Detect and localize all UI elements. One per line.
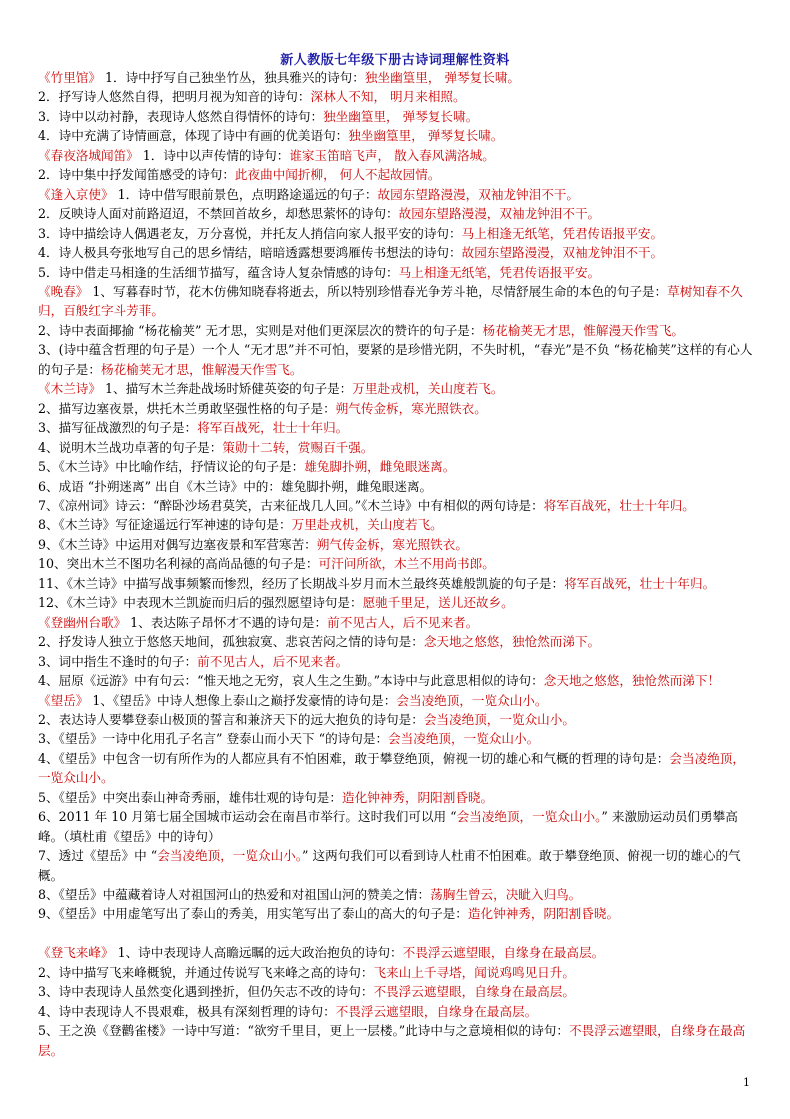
answer-text: 会当凌绝顶，一览众山小。 — [388, 731, 540, 747]
question-line — [38, 438, 756, 457]
question-line — [38, 87, 756, 106]
question-text: 4、《望岳》中包含一切有所作为的人都应具有不怕困难，敢于攀登绝顶，俯视一切的雄心和气概的哲理的诗句是： — [38, 750, 670, 766]
question-text: 1、表达陈子昂怀才不遇的诗句是： — [126, 614, 328, 630]
question-line — [38, 652, 756, 671]
question-line — [38, 263, 756, 282]
answer-text: 造化钟神秀，阴阳割昏晓。 — [467, 906, 620, 922]
question-text: 4、屈原《远游》中有句云：“惟天地之无穷，哀人生之生勤。”本诗中与此意思相似的诗句： — [38, 673, 544, 689]
answer-text: 独坐幽篁里， 弹琴复长啸。 — [323, 108, 479, 124]
blank-line — [38, 924, 756, 943]
poem-title: 《望岳》 — [38, 692, 89, 708]
poem-title: 《木兰诗》 — [38, 381, 101, 397]
question-text: 4．诗人极具夸张地写自己的思乡情结，暗暗透露想要鸿雁传书想法的诗句： — [38, 245, 462, 261]
document-title: 新人教版七年级下册古诗词理解性资料 — [280, 53, 510, 68]
question-line — [38, 982, 756, 1001]
question-text: 3、描写征战激烈的句子是： — [38, 420, 198, 436]
answer-text: 会当凌绝顶，一览众山小。 — [456, 809, 602, 825]
question-text: 5．诗中借走马相逢的生活细节描写，蕴含诗人复杂情感的诗句： — [38, 264, 399, 280]
question-text: 3、诗中表现诗人虽然变化遇到挫折，但仍矢志不改的诗句： — [38, 984, 374, 1000]
answer-text: 马上相逢无纸笔，凭君传语报平安。 — [461, 225, 664, 241]
poem-title: 《登幽州台歌》 — [38, 614, 127, 630]
question-text: 3．诗中以动衬静，表现诗人悠然自得情怀的诗句： — [38, 108, 324, 124]
answer-text: 独坐幽篁里， 弹琴复长啸。 — [364, 70, 521, 85]
question-suffix: ” 来激励运动员们勇攀高峰。（填杜甫《望岳》中的诗句） — [38, 809, 738, 844]
answer-text: 可汗问所欲，木兰不用尚书郎。 — [318, 556, 495, 572]
question-line — [38, 204, 756, 223]
answer-text: 故园东望路漫漫，双袖龙钟泪不干。 — [377, 186, 579, 202]
answer-text: 飞来山上千寻塔，闻说鸡鸣见日升。 — [373, 964, 575, 980]
question-line — [38, 963, 756, 982]
answer-text: 会当凌绝顶，一览众山小。 — [396, 692, 548, 708]
question-text: 2．诗中集中抒发闻笛感受的诗句： — [38, 167, 235, 183]
question-text: 2、描写边塞夜景，烘托木兰勇敢坚强性格的句子是： — [38, 400, 336, 416]
question-text: 5、王之涣《登鹳雀楼》一诗中写道：“欲穷千里目，更上一层楼。”此诗中与之意境相似的诗句： — [38, 1023, 569, 1039]
question-line — [38, 593, 756, 612]
question-text: 2、诗中表面揶揄 “杨花榆荚” 无才思，实则是对他们更深层次的赞许的句子是： — [38, 322, 483, 338]
poem-title: 《春夜洛城闻笛》 — [38, 147, 139, 163]
question-text: 2．抒写诗人悠然自得，把明月视为知音的诗句： — [38, 89, 311, 105]
answer-text: 雄兔脚扑朔，雌兔眼迷离。 — [281, 478, 433, 494]
question-text: 6、2011 年 10 月第七届全国城市运动会在南昌市举行。这时我们可以用 “ — [38, 809, 457, 825]
poem-title: 《逢入京使》 — [38, 186, 114, 202]
question-suffix: ” 这两句我们可以看到诗人杜甫不怕困难。敢于攀登绝顶、俯视一切的雄心的气概。 — [38, 848, 741, 883]
question-line — [38, 574, 756, 593]
question-text: 4、说明木兰战功卓著的句子是： — [38, 439, 223, 455]
question-line — [38, 224, 756, 243]
question-line — [38, 418, 756, 437]
answer-text: 万里赴戎机，关山度若飞。 — [352, 381, 504, 397]
answer-text: 不畏浮云遮望眼，自缘身在最高层。 — [335, 1003, 538, 1019]
question-text: 3、(诗中蕴含哲理的句子是）一个人 “无才思”并不可怕，要紧的是珍惜光阴，不失时机，“春光”是不负 “杨花榆荚”这样的有心人的句子是： — [38, 342, 753, 377]
answer-text: 雄兔脚扑朔，雌兔眼迷离。 — [304, 459, 456, 475]
question-line — [38, 632, 756, 651]
section-heading-line — [38, 282, 756, 321]
question-text: 3、词中指生不逢时的句子： — [38, 653, 198, 669]
question-text: 4．诗中充满了诗情画意，体现了诗中有画的优美语句： — [38, 128, 349, 144]
answer-text: 会当凌绝顶，一览众山小。 — [157, 848, 303, 864]
question-text: 8、《木兰诗》写征途遥远行军神速的诗句是： — [38, 517, 292, 533]
page-number: 1 — [743, 1076, 750, 1089]
question-text: 2、诗中描写飞来峰概貌，并通过传说写飞来峰之高的诗句： — [38, 964, 374, 980]
answer-text: 念天地之悠悠，独怆然而涕下。 — [423, 634, 601, 650]
question-text: 12、《木兰诗》中表现木兰凯旋而归后的强烈愿望诗句是： — [38, 595, 363, 611]
question-text: 8、《望岳》中蕴藏着诗人对祖国河山的热爱和对祖国山河的赞美之情： — [38, 887, 431, 903]
question-text: 1、描写木兰奔赴战场时矫健英姿的句子是： — [100, 381, 353, 397]
answer-text: 故园东望路漫漫，双袖龙钟泪不干。 — [461, 245, 664, 261]
question-text: 9、《望岳》中用虚笔写出了泰山的秀美，用实笔写出了泰山的高大的句子是： — [38, 906, 468, 922]
question-text: 1、写暮春时节，花木仿佛知晓春将逝去，所以特别珍惜春光争芳斗艳，尽情舒展生命的本色的句子是： — [88, 283, 668, 299]
section-heading-line — [38, 691, 756, 710]
question-line — [38, 807, 756, 846]
answer-text: 造化钟神秀，阴阳割昏晓。 — [341, 789, 494, 805]
poem-title: 《竹里馆》 — [38, 70, 101, 85]
question-text: 3．诗中描绘诗人偶遇老友，万分喜悦，并托友人捎信向家人报平安的诗句： — [38, 225, 462, 241]
question-text: 2、抒发诗人独立于悠悠天地间，孤独寂寞、悲哀苦闷之情的诗句是： — [38, 634, 424, 650]
section-heading-line — [38, 68, 756, 87]
question-text: 2．反映诗人面对前路迢迢，不禁回首故乡，却愁思萦怀的诗句： — [38, 206, 399, 222]
question-line — [38, 515, 756, 534]
question-line — [38, 496, 756, 515]
answer-text: 念天地之悠悠，独怆然而涕下！ — [543, 673, 721, 689]
answer-text: 朔气传金柝，寒光照铁衣。 — [335, 400, 487, 416]
question-text: 11、《木兰诗》中描写战事频繁而惨烈，经历了长期战斗岁月而木兰最终英雄般凯旋的句子是： — [38, 575, 565, 591]
question-text: 1．诗中抒写自己独坐竹丛，独具雅兴的诗句： — [100, 70, 365, 85]
answer-text: 会当凌绝顶，一览众山小。 — [38, 750, 745, 786]
answer-text: 不畏浮云遮望眼，自缘身在最高层。 — [402, 945, 605, 961]
answer-text: 万里赴戎机，关山度若飞。 — [291, 517, 443, 533]
question-text: 10、突出木兰不图功名利禄的高尚品德的句子是： — [38, 556, 319, 572]
answer-text: 会当凌绝顶，一览众山小。 — [423, 711, 575, 727]
question-text: 9、《木兰诗》中运用对偶写边塞夜景和军营寒苦： — [38, 536, 317, 552]
question-line — [38, 243, 756, 262]
question-line — [38, 477, 756, 496]
question-text: 1、《望岳》中诗人想像上泰山之巅抒发豪情的诗句是： — [88, 692, 397, 708]
section-heading-line — [38, 379, 756, 398]
question-line — [38, 321, 756, 340]
poem-title: 《登飞来峰》 — [38, 945, 114, 961]
question-text: 5、《木兰诗》中比喻作结，抒情议论的句子是： — [38, 459, 305, 475]
question-text: 7、透过《望岳》中 “ — [38, 848, 158, 864]
answer-text: 将军百战死，壮士十年归。 — [543, 497, 695, 513]
question-line — [38, 107, 756, 126]
answer-text: 前不见古人，后不见来者。 — [197, 653, 349, 669]
document-body — [38, 68, 756, 1060]
answer-text: 策勋十二转，赏赐百千强。 — [222, 439, 374, 455]
question-line — [38, 1021, 756, 1060]
answer-text: 将军百战死，壮士十年归。 — [564, 575, 716, 591]
section-heading-line — [38, 146, 756, 165]
question-text: 3、《望岳》一诗中化用孔子名言” 登泰山而小天下 “的诗句是： — [38, 731, 389, 747]
answer-text: 马上相逢无纸笔，凭君传语报平安。 — [398, 264, 601, 280]
question-text: 7、《凉州词》诗云：“醉卧沙场君莫笑，古来征战几人回。”《木兰诗》中有相似的两句诗是： — [38, 497, 544, 513]
answer-text: 草树知春不久归，百般红字斗芳菲。 — [38, 283, 743, 319]
question-line — [38, 710, 756, 729]
answer-text: 将军百战死，壮士十年归。 — [197, 420, 349, 436]
question-line — [38, 399, 756, 418]
question-line — [38, 457, 756, 476]
poem-title: 《晚春》 — [38, 283, 89, 299]
question-text: 5、《望岳》中突出泰山神奇秀丽，雄伟壮观的诗句是： — [38, 789, 342, 805]
question-line — [38, 846, 756, 885]
question-line — [38, 535, 756, 554]
section-heading-line — [38, 943, 756, 962]
question-line — [38, 904, 756, 923]
question-text: 1．诗中以声传情的诗句： — [138, 147, 290, 163]
question-line — [38, 165, 756, 184]
answer-text: 荡胸生曾云，决眦入归鸟。 — [430, 887, 582, 903]
answer-text: 不畏浮云遮望眼，自缘身在最高层。 — [373, 984, 575, 1000]
question-text: 2、表达诗人要攀登泰山极顶的誓言和兼济天下的远大抱负的诗句是： — [38, 711, 424, 727]
answer-text: 朔气传金柝，寒光照铁衣。 — [316, 536, 468, 552]
question-text: 4、诗中表现诗人不畏艰难，极具有深刻哲理的诗句： — [38, 1003, 336, 1019]
question-line — [38, 729, 756, 748]
answer-text: 独坐幽篁里， 弹琴复长啸。 — [348, 128, 504, 144]
section-heading-line — [38, 185, 756, 204]
answer-text: 故园东望路漫漫，双袖龙钟泪不干。 — [398, 206, 601, 222]
answer-text: 深林人不知， 明月来相照。 — [310, 89, 466, 105]
question-line — [38, 671, 756, 690]
question-text: 1．诗中借写眼前景色，点明路途遥远的句子： — [113, 186, 378, 202]
answer-text: 杨花榆荚无才思，惟解漫天作雪飞。 — [100, 361, 303, 377]
answer-text: 杨花榆荚无才思，惟解漫天作雪飞。 — [482, 322, 684, 338]
question-line — [38, 788, 756, 807]
question-line — [38, 885, 756, 904]
question-line — [38, 554, 756, 573]
question-line — [38, 749, 756, 788]
answer-text: 此夜曲中闻折柳， 何人不起故园情。 — [234, 167, 441, 183]
question-text: 6、成语 “扑朔迷离” 出自《木兰诗》中的： — [38, 478, 281, 494]
question-line — [38, 340, 756, 379]
answer-text: 愿驰千里足，送儿还故乡。 — [362, 595, 514, 611]
question-line — [38, 126, 756, 145]
answer-text: 谁家玉笛暗飞声， 散入春风满洛城。 — [289, 147, 495, 163]
section-heading-line — [38, 613, 756, 632]
answer-text: 前不见古人，后不见来者。 — [327, 614, 479, 630]
answer-text: 不畏浮云遮望眼，自缘身在最高层。 — [38, 1023, 746, 1058]
question-text: 1、诗中表现诗人高瞻远瞩的远大政治抱负的诗句： — [113, 945, 403, 961]
question-line — [38, 1002, 756, 1021]
